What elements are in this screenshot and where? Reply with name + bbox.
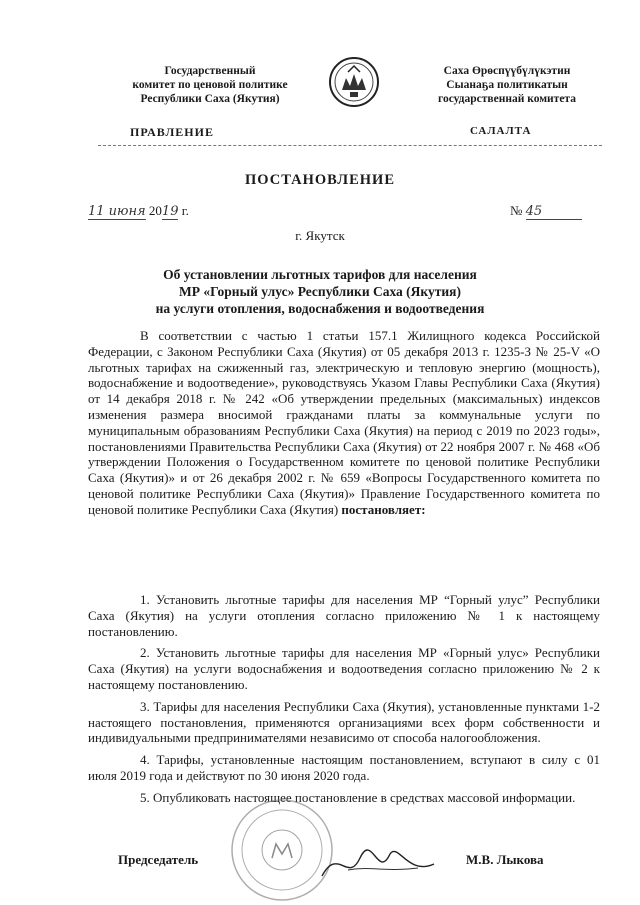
preamble-keyword: постановляет: — [341, 501, 426, 517]
resolution-item: 2. Установить льготные тарифы для населения МР «Горный улус» Республики Саха (Якутия) на услуги водоснабжения и водоотведения согласно приложению № 2 к настоящему постановлению. — [88, 645, 600, 692]
signatory-name: М.В. Лыкова — [466, 852, 544, 867]
org-unit-left: ПРАВЛЕНИЕ — [130, 125, 214, 139]
handwritten-signature — [318, 836, 438, 888]
header-right-line: государственнай комитета — [438, 93, 576, 105]
header-left-line: Государственный — [164, 65, 256, 77]
coat-of-arms-emblem — [328, 56, 380, 108]
document-title: ПОСТАНОВЛЕНИЕ — [244, 172, 395, 188]
header-left-block — [100, 64, 320, 106]
document-subject — [100, 266, 540, 317]
header-left-line: Республики Саха (Якутия) — [140, 93, 280, 105]
handwritten-date-year: 19 — [161, 204, 179, 219]
subject-line: Об установлении льготных тарифов для населения — [163, 267, 477, 282]
subject-line: МР «Горный улус» Республики Саха (Якутия) — [179, 284, 461, 299]
resolution-item: 5. Опубликовать настоящее постановление в средствах массовой информации. — [140, 789, 576, 805]
number-prefix: № — [510, 203, 523, 218]
preamble-paragraph — [88, 328, 600, 518]
header-divider — [98, 145, 602, 146]
date-suffix: г. — [181, 203, 189, 218]
resolution-items — [88, 592, 600, 812]
org-unit-right: САЛАЛТА — [470, 125, 532, 137]
resolution-item: 1. Установить льготные тарифы для населения МР “Горный улус” Республики Саха (Якутия) на услуги отопления согласно приложению № 1 к настоящему постановлению. — [88, 592, 600, 639]
resolution-item: 4. Тарифы, установленные настоящим постановлением, вступают в силу с 01 июля 2019 года и действуют по 30 июня 2020 года. — [88, 752, 600, 783]
resolution-item: 3. Тарифы для населения Республики Саха (Якутия), установленные пунктами 1-2 настоящего постановления, применяются организациями всех форм собственности и индивидуальными предпринимателями независимо от способа налогообложения. — [88, 698, 600, 746]
header-right-line: Сыанаҕа политикатын — [446, 79, 568, 91]
header-left-line: комитет по ценовой политике — [132, 79, 288, 91]
signatory-role: Председатель — [118, 852, 199, 867]
handwritten-date-day: 11 июня — [88, 204, 146, 219]
subject-line: на услуги отопления, водоснабжения и водоотведения — [155, 301, 485, 316]
document-city: г. Якутск — [295, 228, 345, 243]
handwritten-number: 45 — [526, 204, 582, 220]
document-date — [88, 203, 189, 220]
date-year-prefix: 20 — [148, 203, 162, 218]
header-right-line: Саха Өрөспүүбүлүкэтин — [443, 65, 571, 77]
preamble-text: В соответствии с частью 1 статьи 157.1 Жилищного кодекса Российской Федерации, с Законом Республики Саха (Якутия) от 05 декабря 2013 г. 1235-З № 25-V «О льготных тарифах на сжиженный газ, электрическую и тепловую энергию (мощность), водоснабжение и водоотведение», руководствуясь Указом Главы Республики Саха (Якутия) от 14 декабря 2018 г. № 242 «Об утверждении предельных (максимальных) индексов изменения размера вносимой гражданами платы за коммунальные услуги по муниципальным образованиям Республики Саха (Якутия) на период с 2019 по 2023 годы», постановлениями Правительства Республики Саха (Якутия) от 22 ноября 2007 г. № 468 «Об утверждении Положения о Государственном комитете по ценовой политике Республики Саха (Якутия)» и от 26 декабря 2002 г. № 659 «Вопросы Государственного комитета по ценовой политике Республики Саха (Якутия)» Правление Государственного комитета по ценовой политике Республики Саха (Якутия) — [88, 328, 600, 517]
header-right-block — [402, 64, 612, 106]
document-number — [510, 203, 582, 220]
